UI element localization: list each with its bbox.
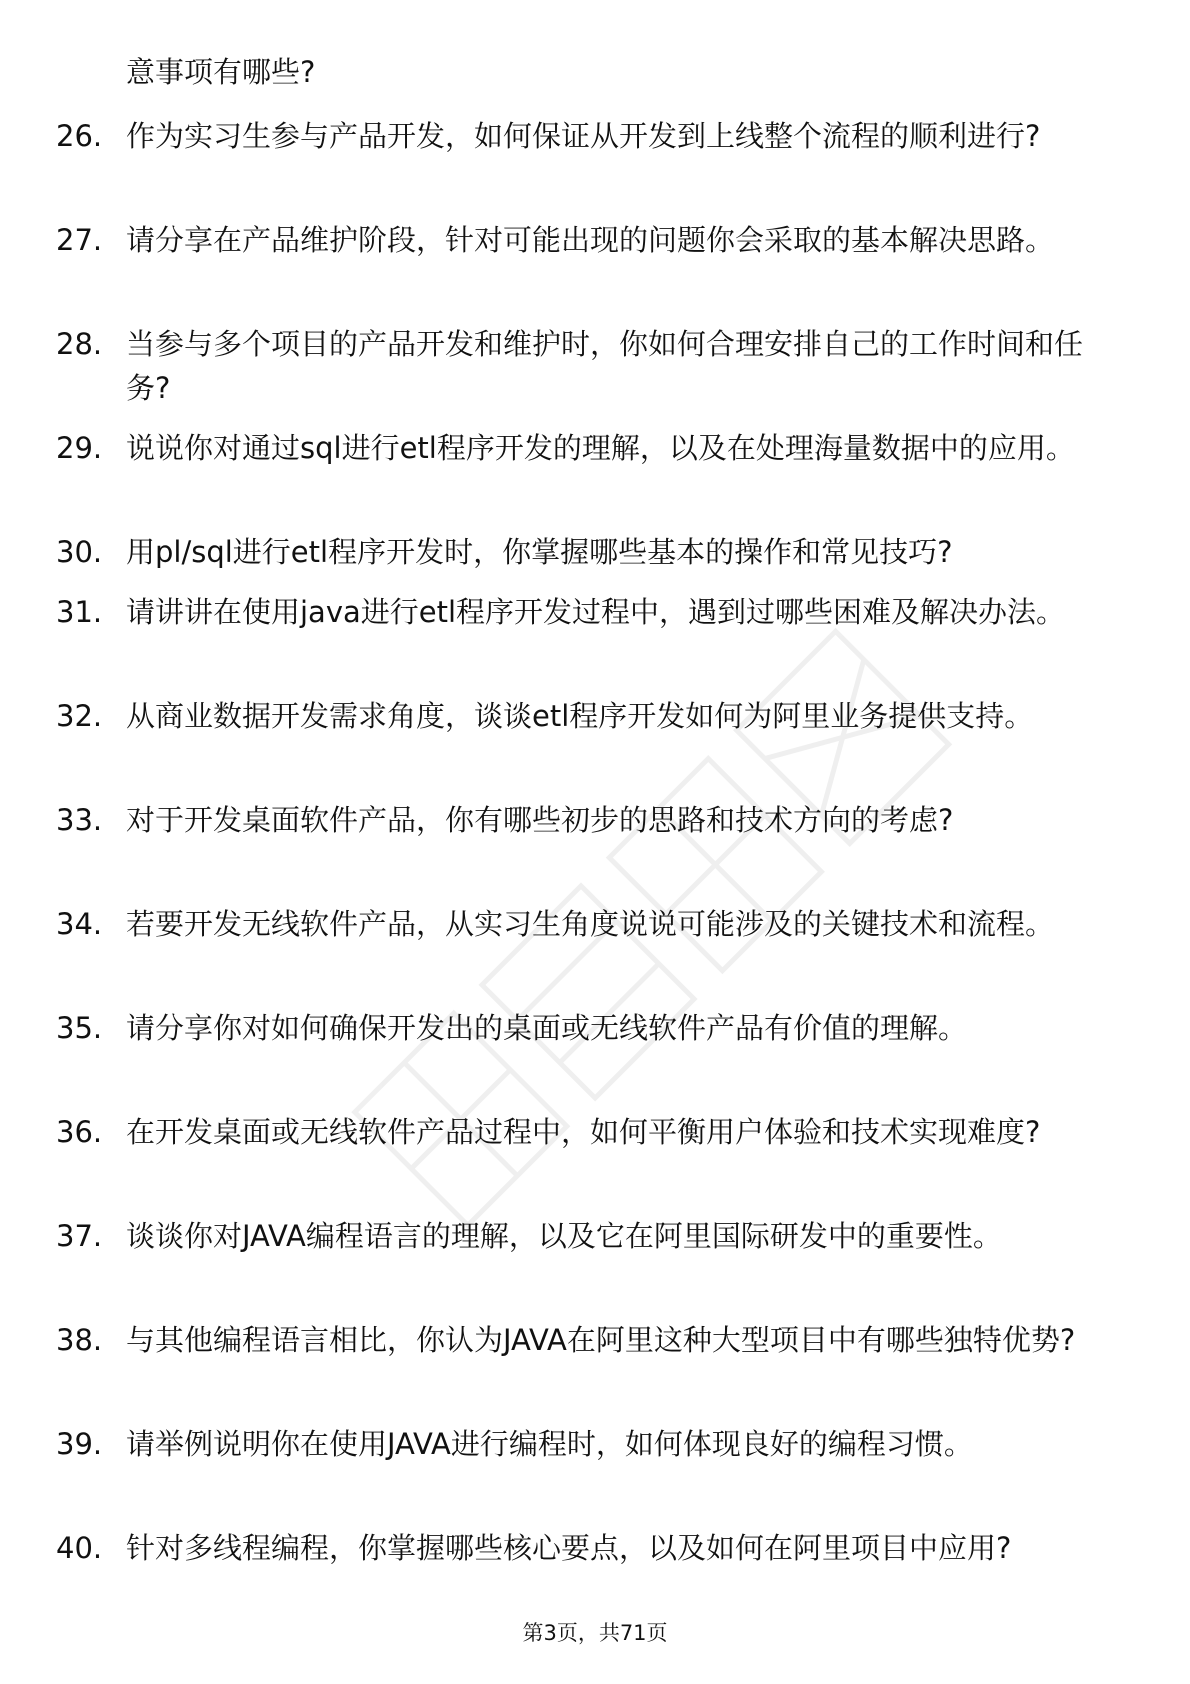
question-number: 29.	[56, 431, 103, 465]
question-number: 38.	[56, 1323, 103, 1357]
page-footer: 第3页，共71页	[522, 1621, 668, 1645]
question-number: 31.	[56, 595, 103, 629]
question-number: 33.	[56, 803, 103, 837]
question-number: 40.	[56, 1531, 103, 1565]
question-number: 27.	[56, 223, 103, 257]
question-text: 当参与多个项目的产品开发和维护时，你如何合理安排自己的工作时间和任务?	[126, 327, 1084, 405]
question-item	[0, 1214, 1190, 1302]
question-item	[0, 1318, 1190, 1406]
question-number: 26.	[56, 119, 103, 153]
question-item	[0, 1422, 1190, 1510]
question-text: 若要开发无线软件产品，从实习生角度说说可能涉及的关键技术和流程。	[126, 907, 1055, 941]
question-text: 用pl/sql进行etl程序开发时，你掌握哪些基本的操作和常见技巧?	[126, 535, 953, 569]
question-number: 39.	[56, 1427, 103, 1461]
question-item	[0, 114, 1190, 202]
question-item	[0, 1526, 1190, 1614]
question-text: 说说你对通过sql进行etl程序开发的理解，以及在处理海量数据中的应用。	[126, 431, 1075, 465]
question-text: 谈谈你对JAVA编程语言的理解，以及它在阿里国际研发中的重要性。	[126, 1219, 1002, 1253]
question-number: 36.	[56, 1115, 103, 1149]
question-item	[0, 590, 1190, 678]
question-item	[0, 798, 1190, 886]
question-number: 34.	[56, 907, 103, 941]
question-item	[0, 322, 1190, 410]
question-number: 35.	[56, 1011, 103, 1045]
question-item	[0, 694, 1190, 782]
question-text: 与其他编程语言相比，你认为JAVA在阿里这种大型项目中有哪些独特优势?	[126, 1323, 1076, 1357]
question-text: 请举例说明你在使用JAVA进行编程时，如何体现良好的编程习惯。	[126, 1427, 973, 1461]
question-text: 请分享你对如何确保开发出的桌面或无线软件产品有价值的理解。	[126, 1011, 968, 1045]
question-text: 对于开发桌面软件产品，你有哪些初步的思路和技术方向的考虑?	[126, 803, 954, 837]
question-number: 32.	[56, 699, 103, 733]
question-number: 37.	[56, 1219, 103, 1253]
question-item	[0, 218, 1190, 306]
question-text: 请分享在产品维护阶段，针对可能出现的问题你会采取的基本解决思路。	[126, 223, 1055, 257]
question-item	[0, 530, 1190, 574]
question-text: 作为实习生参与产品开发，如何保证从开发到上线整个流程的顺利进行?	[126, 119, 1041, 153]
continued-question-text: 意事项有哪些?	[126, 55, 316, 89]
question-item	[0, 426, 1190, 514]
question-item	[0, 902, 1190, 990]
question-text: 从商业数据开发需求角度，谈谈etl程序开发如何为阿里业务提供支持。	[126, 699, 1034, 733]
question-text: 针对多线程编程，你掌握哪些核心要点，以及如何在阿里项目中应用?	[126, 1531, 1012, 1565]
question-item	[0, 1110, 1190, 1198]
question-item	[0, 1006, 1190, 1094]
question-text: 请讲讲在使用java进行etl程序开发过程中，遇到过哪些困难及解决办法。	[126, 595, 1066, 629]
question-number: 28.	[56, 327, 103, 361]
question-list	[0, 114, 1190, 1630]
question-text: 在开发桌面或无线软件产品过程中，如何平衡用户体验和技术实现难度?	[126, 1115, 1041, 1149]
question-number: 30.	[56, 535, 103, 569]
